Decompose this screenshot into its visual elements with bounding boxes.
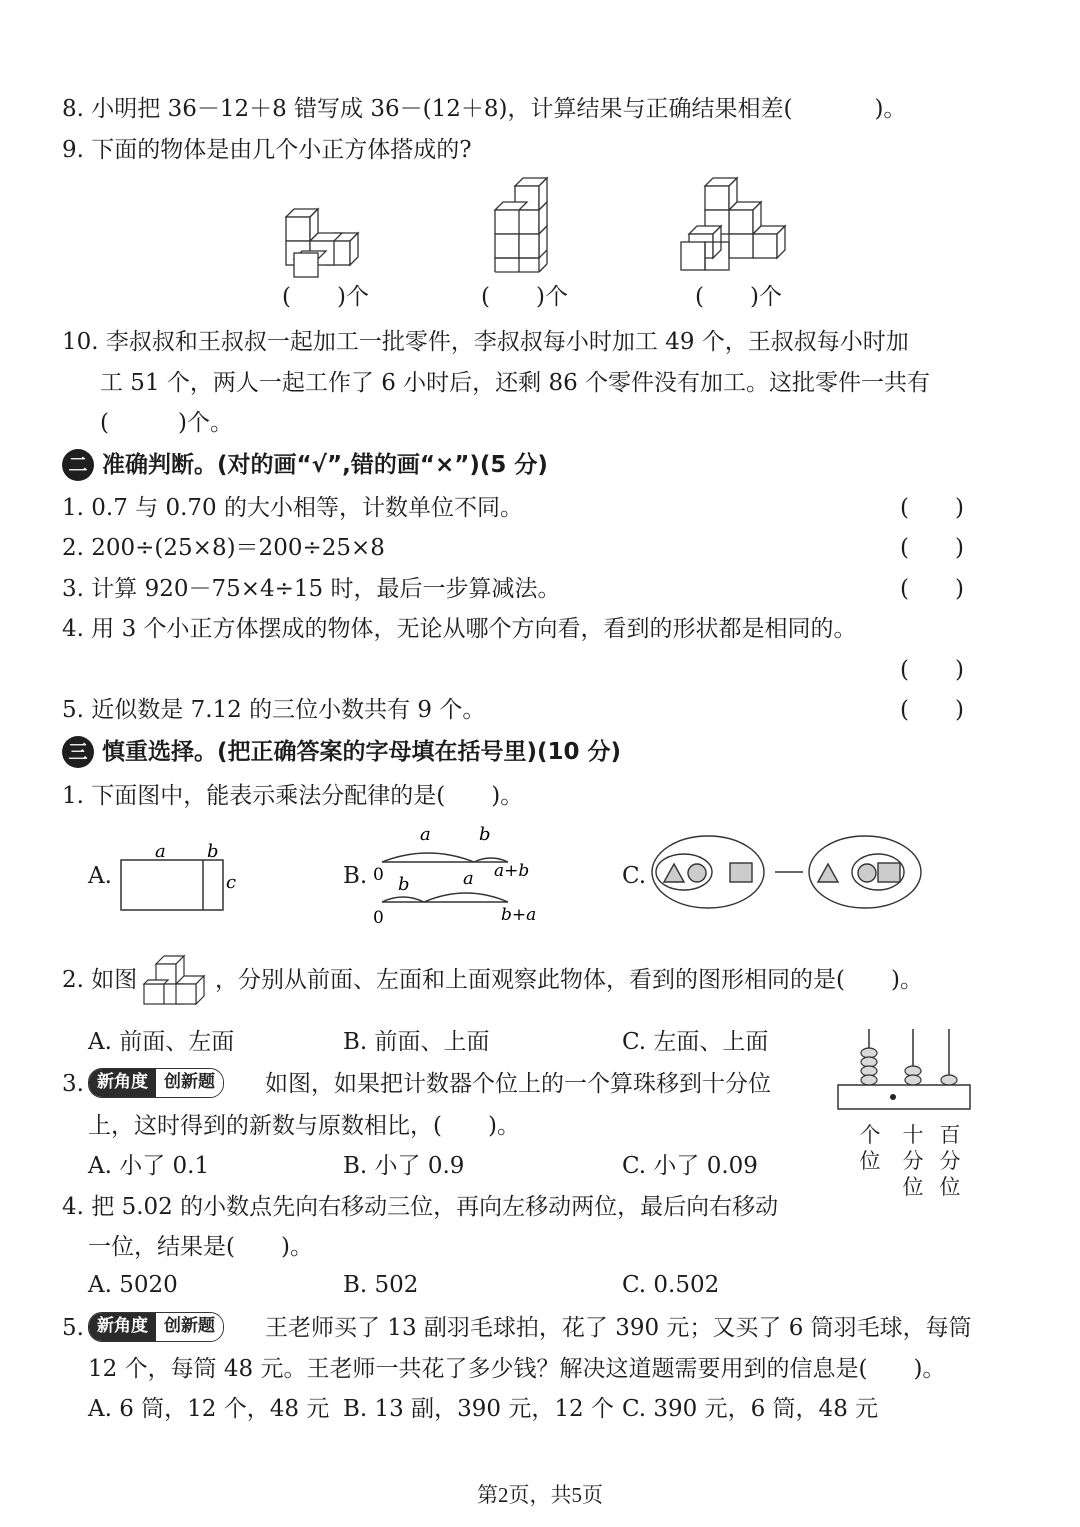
judge-answer-4[interactable]: ( ): [900, 657, 964, 683]
option-b[interactable]: B. 前面、上面: [343, 1029, 490, 1055]
question-number: 9.: [62, 137, 84, 163]
svg-text:b+a: b+a: [501, 905, 537, 925]
question-8: [62, 98, 906, 121]
judge-answer-2[interactable]: ( ): [900, 535, 964, 561]
abacus-label-hundredths: 百 分 位: [939, 1123, 961, 1199]
option-c[interactable]: C. 小了 0.09: [622, 1153, 758, 1179]
q10-answer-blank[interactable]: ( )个。: [100, 410, 233, 436]
number-line-diagram: [368, 820, 543, 932]
new-angle-badge: 新角度 创新题: [88, 1312, 224, 1342]
label-a: a: [155, 841, 166, 862]
close-paren: )。: [874, 96, 907, 122]
choice-question-4: 4. 把 5.02 的小数点先向右移动三位，再向左移动两位，最后向右移动: [62, 1194, 779, 1220]
svg-text:b: b: [398, 874, 410, 895]
question-text-line-1: 王老师买了 13 副羽毛球拍，花了 390 元；又买了 6 筒羽毛球，每筒: [265, 1315, 972, 1341]
svg-text:b: b: [479, 824, 491, 845]
section-number-badge: 三: [62, 736, 94, 768]
question-10: [62, 331, 909, 354]
judge-item-3: 3. 计算 920－75×4÷15 时，最后一步算减法。: [62, 576, 561, 602]
rectangle-diagram: [115, 838, 245, 918]
option-c[interactable]: C. 左面、上面: [622, 1029, 769, 1055]
judge-item-1: 1. 0.7 与 0.70 的大小相等，计数单位不同。: [62, 495, 523, 521]
question-number: 3.: [62, 1071, 84, 1097]
question-text-line-1: 李叔叔和王叔叔一起加工一批零件，李叔叔每小时加工 49 个，王叔叔每小时加: [105, 329, 909, 355]
abacus-counter: [835, 1025, 975, 1115]
judge-answer-5[interactable]: ( ): [900, 697, 964, 723]
abacus-label-ones: 个 位: [859, 1123, 881, 1173]
svg-text:0: 0: [373, 908, 384, 928]
judge-answer-3[interactable]: ( ): [900, 576, 964, 602]
section-title: 准确判断。(对的画“√”,错的画“×”)(5 分): [102, 452, 548, 478]
question-text: ，分别从前面、左面和上面观察此物体，看到的图形相同的是( )。: [215, 967, 923, 993]
question-text-line-1: 如图，如果把计数器个位上的一个算珠移到十分位: [265, 1071, 771, 1097]
q9-blank-1[interactable]: ( )个: [282, 284, 369, 310]
option-b[interactable]: B. 小了 0.9: [343, 1153, 465, 1179]
option-a-label[interactable]: A.: [88, 863, 112, 889]
option-a[interactable]: A. 前面、左面: [88, 1029, 235, 1055]
judge-item-5: 5. 近似数是 7.12 的三位小数共有 9 个。: [62, 697, 486, 723]
svg-text:0: 0: [373, 865, 384, 885]
abacus-label-tenths: 十 分 位: [902, 1123, 924, 1199]
question-text-line-2: 一位，结果是( )。: [88, 1234, 313, 1260]
new-angle-badge: 新角度 创新题: [88, 1068, 224, 1098]
judge-item-4: 4. 用 3 个小正方体摆成的物体，无论从哪个方向看，看到的形状都是相同的。: [62, 616, 857, 642]
option-a[interactable]: A. 5020: [88, 1272, 178, 1298]
q9-blank-2[interactable]: ( )个: [481, 284, 568, 310]
option-c-label[interactable]: C.: [622, 863, 647, 889]
cube-figure-2: [485, 172, 560, 282]
svg-text:a: a: [463, 868, 474, 889]
choice-question-2: 2. 如图: [62, 967, 138, 993]
page-number: 第2页，共5页: [477, 1483, 603, 1507]
question-number: 8.: [62, 96, 84, 122]
label-c: c: [226, 872, 237, 893]
shapes-set-diagram: [650, 832, 925, 912]
choice-question-1: 1. 下面图中，能表示乘法分配律的是( )。: [62, 783, 524, 809]
question-9: [62, 139, 472, 162]
option-c[interactable]: C. 390 元，6 筒，48 元: [622, 1396, 879, 1422]
cube-object-icon: [138, 946, 213, 1014]
label-b: b: [207, 841, 219, 862]
option-a[interactable]: A. 小了 0.1: [88, 1153, 210, 1179]
section-title: 慎重选择。(把正确答案的字母填在括号里)(10 分): [102, 739, 622, 765]
option-b[interactable]: B. 502: [343, 1272, 419, 1298]
judge-item-2: 2. 200÷(25×8)＝200÷25×8: [62, 535, 385, 561]
question-text: 小明把 36－12＋8 错写成 36－(12＋8)，计算结果与正确结果相差(: [91, 96, 793, 122]
cube-figure-3: [675, 172, 790, 282]
question-text-line-2: 上，这时得到的新数与原数相比，( )。: [88, 1113, 520, 1139]
option-a[interactable]: A. 6 筒，12 个，48 元: [88, 1396, 330, 1422]
option-c[interactable]: C. 0.502: [622, 1272, 720, 1298]
question-text-line-2: 12 个，每筒 48 元。王老师一共花了多少钱？解决这道题需要用到的信息是( )。: [88, 1356, 946, 1382]
q9-blank-3[interactable]: ( )个: [695, 284, 782, 310]
judge-answer-1[interactable]: ( ): [900, 495, 964, 521]
svg-text:a: a: [420, 824, 431, 845]
question-text-line-2: 工 51 个，两人一起工作了 6 小时后，还剩 86 个零件没有加工。这批零件一共有: [100, 370, 931, 396]
question-number: 5.: [62, 1315, 84, 1341]
cube-figure-1: [270, 195, 380, 285]
section-number-badge: 二: [62, 449, 94, 481]
option-b[interactable]: B. 13 副，390 元，12 个: [343, 1396, 614, 1422]
svg-text:a+b: a+b: [494, 861, 530, 881]
question-number: 10.: [62, 329, 99, 355]
question-text: 下面的物体是由几个小正方体搭成的?: [91, 137, 472, 163]
option-b-label[interactable]: B.: [343, 863, 368, 889]
